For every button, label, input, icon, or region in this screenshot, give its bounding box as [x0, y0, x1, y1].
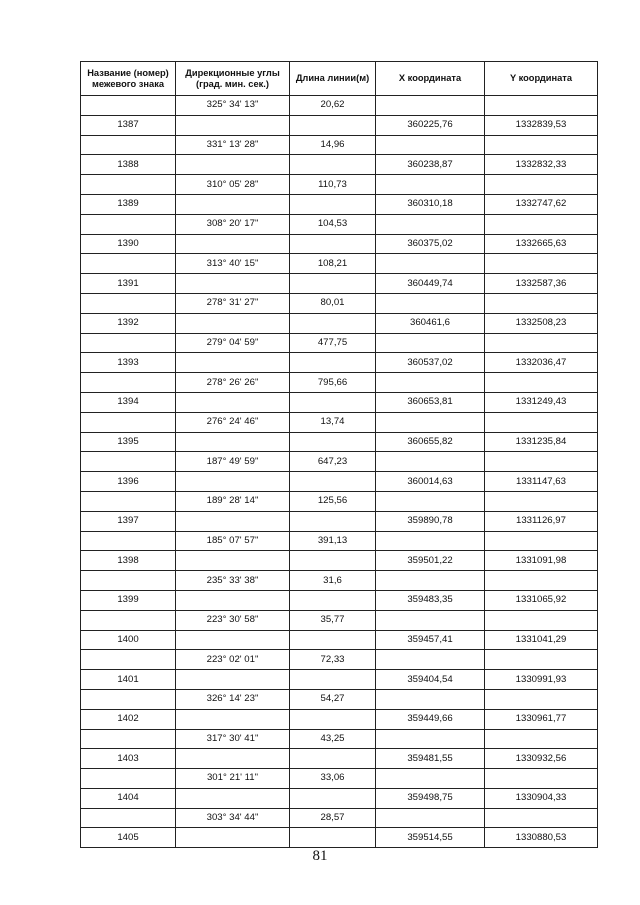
cell-y-coordinate: 1330991,93 — [485, 670, 598, 690]
cell-line-length: 647,23 — [290, 452, 376, 472]
cell-line-length: 13,74 — [290, 412, 376, 432]
cell-x-coordinate: 359449,66 — [376, 709, 485, 729]
cell-y-coordinate — [485, 689, 598, 709]
cell-mark-name — [81, 491, 176, 511]
cell-mark-name — [81, 769, 176, 789]
cell-direction-angle: 303° 34' 44" — [176, 808, 290, 828]
cell-line-length — [290, 670, 376, 690]
cell-x-coordinate: 359498,75 — [376, 788, 485, 808]
cell-direction-angle: 278° 31' 27" — [176, 293, 290, 313]
cell-direction-angle — [176, 392, 290, 412]
cell-mark-name: 1391 — [81, 274, 176, 294]
cell-x-coordinate: 360655,82 — [376, 432, 485, 452]
table-row — [81, 491, 598, 511]
cell-x-coordinate: 360653,81 — [376, 392, 485, 412]
cell-mark-name — [81, 135, 176, 155]
table-row — [81, 353, 598, 373]
cell-direction-angle — [176, 432, 290, 452]
cell-y-coordinate: 1330961,77 — [485, 709, 598, 729]
cell-mark-name — [81, 571, 176, 591]
table-row — [81, 115, 598, 135]
cell-line-length: 795,66 — [290, 373, 376, 393]
cell-direction-angle — [176, 115, 290, 135]
cell-line-length — [290, 274, 376, 294]
cell-direction-angle: 308° 20' 17" — [176, 214, 290, 234]
table-row — [81, 214, 598, 234]
cell-line-length: 80,01 — [290, 293, 376, 313]
cell-direction-angle: 317° 30' 41" — [176, 729, 290, 749]
cell-mark-name: 1404 — [81, 788, 176, 808]
cell-mark-name — [81, 214, 176, 234]
cell-direction-angle: 279° 04' 59" — [176, 333, 290, 353]
cell-direction-angle — [176, 630, 290, 650]
cell-mark-name: 1388 — [81, 155, 176, 175]
cell-direction-angle — [176, 590, 290, 610]
cell-line-length: 14,96 — [290, 135, 376, 155]
header-line-length: Длина линии(м) — [290, 62, 376, 96]
cell-x-coordinate: 360310,18 — [376, 194, 485, 214]
table-row — [81, 689, 598, 709]
table-row — [81, 650, 598, 670]
cell-mark-name — [81, 293, 176, 313]
cell-mark-name — [81, 650, 176, 670]
cell-mark-name — [81, 254, 176, 274]
cell-line-length — [290, 313, 376, 333]
cell-x-coordinate — [376, 650, 485, 670]
table-row — [81, 610, 598, 630]
table-header-row — [81, 62, 598, 96]
header-y-coordinate: Y координата — [485, 62, 598, 96]
cell-mark-name — [81, 729, 176, 749]
cell-line-length — [290, 115, 376, 135]
cell-y-coordinate: 1331147,63 — [485, 472, 598, 492]
cell-y-coordinate — [485, 135, 598, 155]
cell-y-coordinate: 1331126,97 — [485, 511, 598, 531]
table-row — [81, 293, 598, 313]
cell-mark-name — [81, 175, 176, 195]
cell-direction-angle — [176, 194, 290, 214]
cell-direction-angle — [176, 828, 290, 848]
cell-direction-angle: 301° 21' 11" — [176, 769, 290, 789]
cell-line-length: 33,06 — [290, 769, 376, 789]
cell-y-coordinate — [485, 610, 598, 630]
cell-direction-angle — [176, 551, 290, 571]
table-row — [81, 194, 598, 214]
cell-direction-angle: 187° 49' 59" — [176, 452, 290, 472]
table-body — [81, 96, 598, 848]
cell-line-length — [290, 788, 376, 808]
cell-y-coordinate: 1331249,43 — [485, 392, 598, 412]
cell-x-coordinate: 359514,55 — [376, 828, 485, 848]
cell-x-coordinate: 360225,76 — [376, 115, 485, 135]
table-row — [81, 788, 598, 808]
cell-x-coordinate: 359404,54 — [376, 670, 485, 690]
cell-line-length — [290, 234, 376, 254]
cell-x-coordinate — [376, 254, 485, 274]
cell-y-coordinate — [485, 808, 598, 828]
cell-x-coordinate — [376, 531, 485, 551]
cell-y-coordinate — [485, 373, 598, 393]
cell-y-coordinate — [485, 491, 598, 511]
cell-direction-angle: 278° 26' 26" — [176, 373, 290, 393]
table-row — [81, 828, 598, 848]
table-row — [81, 254, 598, 274]
table-row — [81, 373, 598, 393]
cell-line-length: 35,77 — [290, 610, 376, 630]
cell-line-length: 31,6 — [290, 571, 376, 591]
cell-y-coordinate — [485, 214, 598, 234]
table-row — [81, 234, 598, 254]
cell-direction-angle — [176, 472, 290, 492]
cell-direction-angle: 310° 05' 28" — [176, 175, 290, 195]
table-row — [81, 531, 598, 551]
cell-x-coordinate — [376, 571, 485, 591]
cell-line-length: 391,13 — [290, 531, 376, 551]
table-row — [81, 155, 598, 175]
cell-direction-angle — [176, 788, 290, 808]
cell-mark-name: 1395 — [81, 432, 176, 452]
cell-x-coordinate — [376, 293, 485, 313]
table-row — [81, 630, 598, 650]
cell-x-coordinate — [376, 452, 485, 472]
cell-y-coordinate: 1332839,53 — [485, 115, 598, 135]
table-row — [81, 96, 598, 116]
cell-direction-angle — [176, 709, 290, 729]
table-row — [81, 412, 598, 432]
cell-line-length: 20,62 — [290, 96, 376, 116]
cell-y-coordinate — [485, 650, 598, 670]
cell-line-length — [290, 590, 376, 610]
cell-mark-name: 1394 — [81, 392, 176, 412]
cell-line-length: 108,21 — [290, 254, 376, 274]
cell-x-coordinate — [376, 808, 485, 828]
cell-line-length — [290, 194, 376, 214]
cell-y-coordinate — [485, 96, 598, 116]
cell-direction-angle: 185° 07' 57" — [176, 531, 290, 551]
cell-mark-name — [81, 373, 176, 393]
cell-line-length — [290, 155, 376, 175]
table-row — [81, 135, 598, 155]
table-row — [81, 729, 598, 749]
cell-x-coordinate — [376, 135, 485, 155]
table-row — [81, 571, 598, 591]
cell-line-length: 125,56 — [290, 491, 376, 511]
cell-direction-angle: 189° 28' 14" — [176, 491, 290, 511]
cell-mark-name: 1401 — [81, 670, 176, 690]
cell-mark-name — [81, 531, 176, 551]
cell-y-coordinate — [485, 412, 598, 432]
cell-y-coordinate: 1332587,36 — [485, 274, 598, 294]
cell-mark-name: 1399 — [81, 590, 176, 610]
cell-x-coordinate: 359483,35 — [376, 590, 485, 610]
table-row — [81, 709, 598, 729]
cell-line-length — [290, 353, 376, 373]
cell-x-coordinate: 360014,63 — [376, 472, 485, 492]
cell-x-coordinate — [376, 769, 485, 789]
cell-line-length — [290, 828, 376, 848]
header-x-coordinate: X координата — [376, 62, 485, 96]
table-row — [81, 808, 598, 828]
cell-direction-angle: 223° 30' 58" — [176, 610, 290, 630]
cell-mark-name — [81, 96, 176, 116]
cell-x-coordinate — [376, 689, 485, 709]
cell-y-coordinate: 1331235,84 — [485, 432, 598, 452]
cell-x-coordinate: 360238,87 — [376, 155, 485, 175]
cell-y-coordinate: 1330904,33 — [485, 788, 598, 808]
cell-line-length — [290, 432, 376, 452]
cell-line-length — [290, 709, 376, 729]
cell-y-coordinate: 1332508,23 — [485, 313, 598, 333]
cell-x-coordinate — [376, 214, 485, 234]
cell-y-coordinate: 1330932,56 — [485, 749, 598, 769]
cell-mark-name: 1393 — [81, 353, 176, 373]
cell-line-length: 54,27 — [290, 689, 376, 709]
cell-y-coordinate — [485, 769, 598, 789]
cell-direction-angle: 331° 13' 28" — [176, 135, 290, 155]
cell-direction-angle — [176, 234, 290, 254]
cell-mark-name: 1403 — [81, 749, 176, 769]
cell-x-coordinate — [376, 373, 485, 393]
header-direction-angle: Дирекционные углы (град. мин. сек.) — [176, 62, 290, 96]
cell-y-coordinate: 1331041,29 — [485, 630, 598, 650]
cell-x-coordinate: 359890,78 — [376, 511, 485, 531]
cell-mark-name: 1398 — [81, 551, 176, 571]
table-row — [81, 749, 598, 769]
cell-mark-name — [81, 333, 176, 353]
cell-x-coordinate — [376, 412, 485, 432]
cell-y-coordinate — [485, 531, 598, 551]
cell-x-coordinate: 360537,02 — [376, 353, 485, 373]
table-row — [81, 472, 598, 492]
cell-y-coordinate — [485, 293, 598, 313]
boundary-marks-table — [80, 61, 598, 848]
cell-mark-name: 1397 — [81, 511, 176, 531]
cell-y-coordinate: 1331065,92 — [485, 590, 598, 610]
cell-direction-angle — [176, 313, 290, 333]
cell-y-coordinate — [485, 571, 598, 591]
table-row — [81, 274, 598, 294]
cell-direction-angle: 276° 24' 46" — [176, 412, 290, 432]
cell-direction-angle — [176, 670, 290, 690]
table-row — [81, 333, 598, 353]
cell-x-coordinate — [376, 729, 485, 749]
cell-y-coordinate — [485, 254, 598, 274]
cell-mark-name — [81, 412, 176, 432]
cell-direction-angle — [176, 511, 290, 531]
cell-direction-angle — [176, 749, 290, 769]
cell-mark-name — [81, 689, 176, 709]
cell-line-length — [290, 551, 376, 571]
cell-x-coordinate: 360461,6 — [376, 313, 485, 333]
table-row — [81, 511, 598, 531]
cell-x-coordinate — [376, 610, 485, 630]
cell-direction-angle: 325° 34' 13" — [176, 96, 290, 116]
header-mark-name: Название (номер) межевого знака — [81, 62, 176, 96]
table-row — [81, 432, 598, 452]
cell-y-coordinate — [485, 175, 598, 195]
cell-line-length — [290, 392, 376, 412]
cell-mark-name: 1392 — [81, 313, 176, 333]
cell-line-length — [290, 511, 376, 531]
table-row — [81, 392, 598, 412]
cell-y-coordinate — [485, 729, 598, 749]
cell-direction-angle — [176, 353, 290, 373]
cell-x-coordinate: 359481,55 — [376, 749, 485, 769]
cell-direction-angle: 235° 33' 38" — [176, 571, 290, 591]
cell-line-length: 72,33 — [290, 650, 376, 670]
cell-x-coordinate — [376, 491, 485, 511]
cell-line-length: 110,73 — [290, 175, 376, 195]
cell-mark-name: 1402 — [81, 709, 176, 729]
cell-x-coordinate: 359457,41 — [376, 630, 485, 650]
table-row — [81, 452, 598, 472]
cell-mark-name — [81, 610, 176, 630]
cell-line-length — [290, 472, 376, 492]
cell-line-length: 477,75 — [290, 333, 376, 353]
cell-y-coordinate: 1331091,98 — [485, 551, 598, 571]
cell-mark-name: 1387 — [81, 115, 176, 135]
cell-mark-name: 1405 — [81, 828, 176, 848]
cell-direction-angle — [176, 155, 290, 175]
table-row — [81, 590, 598, 610]
cell-x-coordinate — [376, 96, 485, 116]
cell-direction-angle — [176, 274, 290, 294]
cell-x-coordinate: 360449,74 — [376, 274, 485, 294]
cell-mark-name: 1390 — [81, 234, 176, 254]
cell-x-coordinate — [376, 175, 485, 195]
cell-x-coordinate: 360375,02 — [376, 234, 485, 254]
table-row — [81, 670, 598, 690]
cell-mark-name — [81, 808, 176, 828]
table-row — [81, 313, 598, 333]
cell-x-coordinate — [376, 333, 485, 353]
cell-y-coordinate: 1332747,62 — [485, 194, 598, 214]
cell-direction-angle: 326° 14' 23" — [176, 689, 290, 709]
cell-y-coordinate — [485, 333, 598, 353]
cell-x-coordinate: 359501,22 — [376, 551, 485, 571]
cell-line-length — [290, 749, 376, 769]
cell-direction-angle: 313° 40' 15" — [176, 254, 290, 274]
cell-line-length — [290, 630, 376, 650]
cell-mark-name: 1400 — [81, 630, 176, 650]
cell-direction-angle: 223° 02' 01" — [176, 650, 290, 670]
cell-mark-name: 1389 — [81, 194, 176, 214]
table-row — [81, 769, 598, 789]
cell-y-coordinate: 1332665,63 — [485, 234, 598, 254]
table-row — [81, 551, 598, 571]
cell-line-length: 28,57 — [290, 808, 376, 828]
cell-line-length: 43,25 — [290, 729, 376, 749]
cell-mark-name: 1396 — [81, 472, 176, 492]
cell-y-coordinate: 1330880,53 — [485, 828, 598, 848]
cell-mark-name — [81, 452, 176, 472]
table-row — [81, 175, 598, 195]
cell-y-coordinate: 1332832,33 — [485, 155, 598, 175]
cell-y-coordinate — [485, 452, 598, 472]
page-number: 81 — [312, 848, 328, 864]
cell-line-length: 104,53 — [290, 214, 376, 234]
cell-y-coordinate: 1332036,47 — [485, 353, 598, 373]
